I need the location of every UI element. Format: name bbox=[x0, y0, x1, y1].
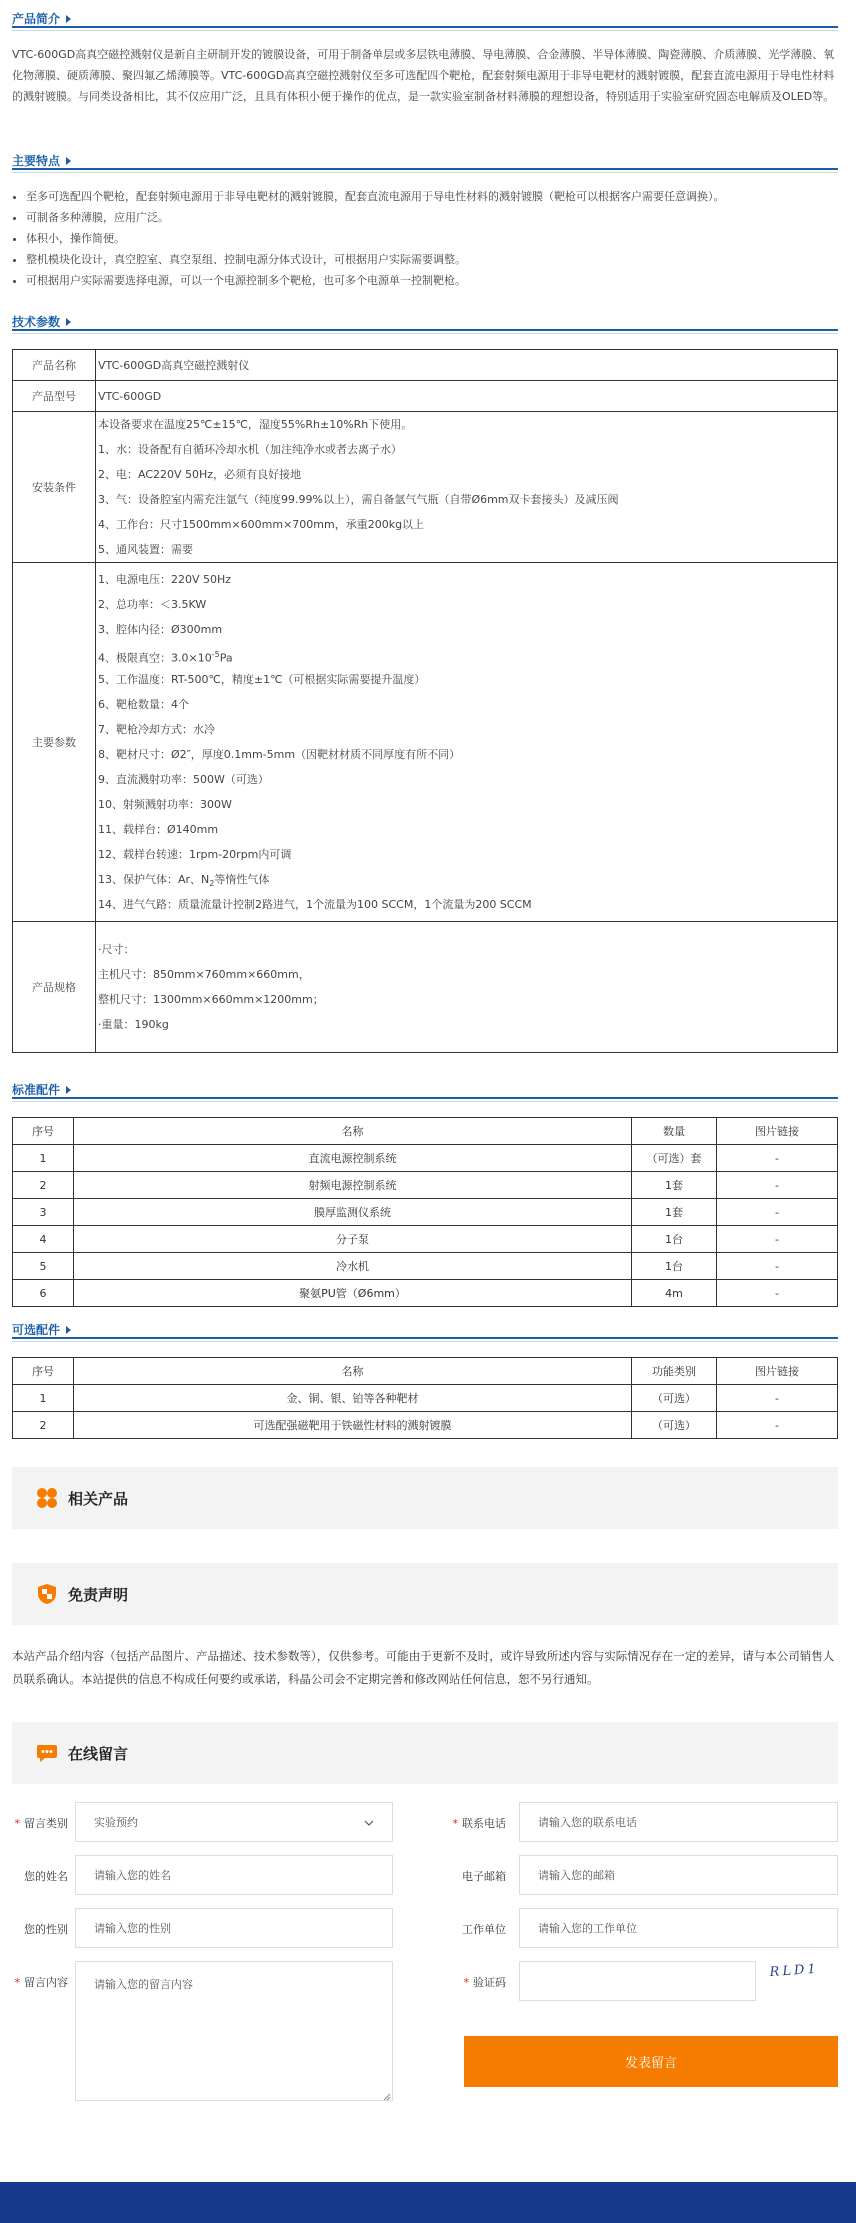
spec-line: ·重量：190kg bbox=[98, 1018, 169, 1031]
chevron-down-icon bbox=[364, 1816, 374, 1829]
spec-line: 本设备要求在温度25℃±15℃，湿度55%Rh±10%Rh下使用。 bbox=[98, 418, 413, 431]
spec-label: 产品规格 bbox=[13, 922, 96, 1053]
spec-line: 4、工作台：尺寸1500mm×600mm×700mm，承重200kg以上 bbox=[98, 518, 425, 531]
column-header: 名称 bbox=[74, 1118, 632, 1145]
column-header: 序号 bbox=[13, 1358, 74, 1385]
phone-input[interactable]: 请输入您的联系电话 bbox=[519, 1802, 838, 1842]
triangle-icon bbox=[66, 157, 71, 165]
cell: 直流电源控制系统 bbox=[74, 1145, 632, 1172]
table-row bbox=[13, 1199, 838, 1226]
cell: 分子泵 bbox=[74, 1226, 632, 1253]
spec-line: 5、通风装置：需要 bbox=[98, 543, 193, 556]
spec-line: 2、电：AC220V 50Hz，必须有良好接地 bbox=[98, 468, 302, 481]
divider bbox=[12, 168, 838, 170]
company-input[interactable]: 请输入您的工作单位 bbox=[519, 1908, 838, 1948]
required-mark: * bbox=[452, 1817, 458, 1830]
spec-line: 主机尺寸：850mm×760mm×660mm， bbox=[98, 968, 310, 981]
spec-line: 5、工作温度：RT-500℃，精度±1℃（可根据实际需要提升温度） bbox=[98, 673, 426, 686]
column-header: 功能类别 bbox=[632, 1358, 717, 1385]
cell: 3 bbox=[13, 1199, 74, 1226]
chat-bubble-icon bbox=[36, 1742, 58, 1764]
optional-title-text: 可选配件 bbox=[12, 1323, 61, 1337]
related-products-bar bbox=[12, 1467, 838, 1529]
column-header: 图片链接 bbox=[717, 1118, 838, 1145]
spec-line: 12、载样台转速：1rpm-20rpm内可调 bbox=[98, 848, 292, 861]
spec-line: ·尺寸： bbox=[98, 943, 135, 956]
grid-flower-icon bbox=[36, 1487, 58, 1509]
spec-line: 8、靶材尺寸：Ø2″，厚度0.1mm-5mm（因靶材材质不同厚度有所不同） bbox=[98, 748, 461, 761]
feature-item: • 整机模块化设计，真空腔室、真空泵组、控制电源分体式设计，可根据用户实际需要调整。 bbox=[26, 249, 838, 270]
cell: 6 bbox=[13, 1280, 74, 1307]
column-header: 序号 bbox=[13, 1118, 74, 1145]
divider bbox=[12, 1097, 838, 1099]
cell: 1套 bbox=[632, 1172, 717, 1199]
required-mark: * bbox=[14, 1817, 20, 1830]
cell: 1台 bbox=[632, 1226, 717, 1253]
optional-section-title bbox=[12, 1321, 838, 1338]
cell: （可选） bbox=[632, 1385, 717, 1412]
table-row bbox=[13, 563, 838, 922]
cell-link[interactable]: - bbox=[717, 1172, 838, 1199]
cell-link[interactable]: - bbox=[717, 1385, 838, 1412]
spec-value bbox=[96, 563, 838, 922]
column-header: 图片链接 bbox=[717, 1358, 838, 1385]
content-label bbox=[10, 1974, 68, 1990]
email-input[interactable]: 请输入您的邮箱 bbox=[519, 1855, 838, 1895]
optional-table bbox=[12, 1357, 838, 1439]
spec-line bbox=[98, 642, 835, 667]
vacuum-exponent: -5 bbox=[211, 650, 220, 659]
captcha-input[interactable] bbox=[519, 1961, 756, 2001]
cell-link[interactable]: - bbox=[717, 1280, 838, 1307]
feature-item: • 至多可选配四个靶枪，配套射频电源用于非导电靶材的溅射镀膜，配套直流电源用于导电性材料的溅射镀膜（靶枪可以根据客户需要任意调换）。 bbox=[26, 186, 838, 207]
shield-icon bbox=[36, 1583, 58, 1605]
triangle-icon bbox=[66, 1086, 71, 1094]
captcha-label bbox=[448, 1974, 506, 1990]
spec-value: VTC-600GD bbox=[96, 381, 838, 412]
standard-section-title bbox=[12, 1081, 838, 1098]
table-header-row bbox=[13, 1118, 838, 1145]
phone-label bbox=[448, 1815, 506, 1831]
required-mark: * bbox=[463, 1976, 469, 1989]
features-section-title bbox=[12, 152, 838, 169]
feature-item: • 可制备多种薄膜，应用广泛。 bbox=[26, 207, 838, 228]
cell: 射频电源控制系统 bbox=[74, 1172, 632, 1199]
spec-label: 安装条件 bbox=[13, 412, 96, 563]
company-label: 工作单位 bbox=[462, 1923, 506, 1936]
cell: 1 bbox=[13, 1145, 74, 1172]
cell: 4 bbox=[13, 1226, 74, 1253]
cell: （可选） bbox=[632, 1412, 717, 1439]
gas-subscript: 2 bbox=[209, 879, 215, 889]
feature-item: • 可根据用户实际需要选择电源，可以一个电源控制多个靶枪，也可多个电源单一控制靶枪。 bbox=[26, 270, 838, 291]
spec-value bbox=[96, 922, 838, 1053]
table-row bbox=[13, 1385, 838, 1412]
specs-section-title bbox=[12, 313, 838, 330]
table-row bbox=[13, 1172, 838, 1199]
category-label-text: 留言类别 bbox=[24, 1817, 68, 1830]
specs-table bbox=[12, 349, 838, 1053]
table-row bbox=[13, 381, 838, 412]
intro-title-text: 产品简介 bbox=[12, 12, 61, 26]
feature-item: • 体积小，操作简便。 bbox=[26, 228, 838, 249]
spec-label: 产品名称 bbox=[13, 350, 96, 381]
name-label: 您的姓名 bbox=[24, 1870, 68, 1883]
standard-title-text: 标准配件 bbox=[12, 1083, 61, 1097]
spec-line: 3、气：设备腔室内需充注氩气（纯度99.99%以上），需自备氩气气瓶（自带Ø6mm双卡套接头）及减压阀 bbox=[98, 493, 619, 506]
table-row bbox=[13, 1280, 838, 1307]
spec-line: 3、腔体内径：Ø300mm bbox=[98, 623, 223, 636]
cell: 5 bbox=[13, 1253, 74, 1280]
standard-table bbox=[12, 1117, 838, 1307]
spec-line: 6、靶枪数量：4个 bbox=[98, 698, 189, 711]
category-label bbox=[10, 1815, 68, 1831]
cell-link[interactable]: - bbox=[717, 1253, 838, 1280]
vacuum-unit: Pa bbox=[219, 651, 233, 665]
triangle-icon bbox=[66, 15, 71, 23]
features-list bbox=[12, 186, 838, 291]
intro-section-title bbox=[12, 10, 838, 27]
table-row bbox=[13, 922, 838, 1053]
spec-line: 11、载样台：Ø140mm bbox=[98, 823, 219, 836]
gender-label: 您的性别 bbox=[24, 1923, 68, 1936]
required-mark: * bbox=[14, 1976, 20, 1989]
name-input[interactable]: 请输入您的姓名 bbox=[75, 1855, 393, 1895]
cell: 金、铜、银、铂等各种靶材 bbox=[74, 1385, 632, 1412]
cell: （可选）套 bbox=[632, 1145, 717, 1172]
table-row bbox=[13, 1226, 838, 1253]
vacuum-text: 4、极限真空：3.0×10 bbox=[98, 651, 212, 665]
content-textarea[interactable]: 请输入您的留言内容 bbox=[75, 1961, 393, 2101]
footer-bar bbox=[0, 2182, 856, 2223]
disclaimer-title: 免责声明 bbox=[68, 1585, 129, 1604]
cell-link[interactable]: - bbox=[717, 1412, 838, 1439]
captcha-label-text: 验证码 bbox=[473, 1976, 506, 1989]
divider bbox=[12, 329, 838, 331]
disclaimer-bar bbox=[12, 1563, 838, 1625]
table-row bbox=[13, 1253, 838, 1280]
table-header-row bbox=[13, 1358, 838, 1385]
email-label: 电子邮箱 bbox=[462, 1870, 506, 1883]
category-select[interactable] bbox=[75, 1802, 393, 1842]
gas-text-rest: 等惰性气体 bbox=[214, 873, 270, 886]
column-header: 名称 bbox=[74, 1358, 632, 1385]
table-row bbox=[13, 1412, 838, 1439]
triangle-icon bbox=[66, 318, 71, 326]
cell: 可选配强磁靶用于铁磁性材料的溅射镀膜 bbox=[74, 1412, 632, 1439]
cell: 膜厚监测仪系统 bbox=[74, 1199, 632, 1226]
spec-line: 9、直流溅射功率：500W（可选） bbox=[98, 773, 269, 786]
features-title-text: 主要特点 bbox=[12, 154, 61, 168]
spec-value: VTC-600GD高真空磁控溅射仪 bbox=[96, 350, 838, 381]
spec-line: 7、靶枪冷却方式：水冷 bbox=[98, 723, 215, 736]
message-title: 在线留言 bbox=[68, 1744, 129, 1763]
gas-text: 13、保护气体：Ar、N bbox=[98, 873, 210, 886]
spec-label: 主要参数 bbox=[13, 563, 96, 922]
cell: 2 bbox=[13, 1412, 74, 1439]
table-row bbox=[13, 1145, 838, 1172]
spec-label: 产品型号 bbox=[13, 381, 96, 412]
cell: 1 bbox=[13, 1385, 74, 1412]
cell-link[interactable]: - bbox=[717, 1226, 838, 1253]
cell-link[interactable]: - bbox=[717, 1145, 838, 1172]
spec-line: 整机尺寸：1300mm×660mm×1200mm； bbox=[98, 993, 324, 1006]
cell: 2 bbox=[13, 1172, 74, 1199]
resize-handle-icon[interactable] bbox=[383, 2091, 391, 2099]
captcha-image[interactable]: RLD1 bbox=[769, 1961, 820, 1981]
cell-link[interactable]: - bbox=[717, 1199, 838, 1226]
intro-paragraph: VTC-600GD高真空磁控溅射仪是新自主研制开发的镀膜设备，可用于制备单层或多层铁电薄膜、导电薄膜、合金薄膜、半导体薄膜、陶瓷薄膜、介质薄膜、光学薄膜、氧化物薄膜、硬质薄膜、聚四氟乙烯薄膜等。VTC-600GD高真空磁控溅射仪至多可选配四个靶枪，配套射频电源用于非导电靶材的溅射镀膜，配套直流电源用于导电性材料的溅射镀膜。与同类设备相比，其不仅应用广泛，且具有体积小便于操作的优点，是一款实验室制备材料薄膜的理想设备，特别适用于实验室研究固态电解质及OLED等。 bbox=[12, 48, 835, 103]
phone-label-text: 联系电话 bbox=[462, 1817, 506, 1830]
gender-input[interactable]: 请输入您的性别 bbox=[75, 1908, 393, 1948]
cell: 4m bbox=[632, 1280, 717, 1307]
submit-message-button[interactable]: 发表留言 bbox=[464, 2036, 838, 2087]
divider bbox=[12, 26, 838, 28]
specs-title-text: 技术参数 bbox=[12, 315, 61, 329]
cell: 1套 bbox=[632, 1199, 717, 1226]
table-row bbox=[13, 350, 838, 381]
spec-line: 2、总功率：＜3.5KW bbox=[98, 598, 207, 611]
related-products-title: 相关产品 bbox=[68, 1489, 129, 1508]
spec-line: 1、水：设备配有自循环冷却水机（加注纯净水或者去离子水） bbox=[98, 443, 402, 456]
divider bbox=[12, 1337, 838, 1339]
cell: 聚氨PU管（Ø6mm） bbox=[74, 1280, 632, 1307]
content-label-text: 留言内容 bbox=[24, 1976, 68, 1989]
spec-line bbox=[98, 867, 835, 892]
spec-line: 14、进气气路：质量流量计控制2路进气，1个流量为100 SCCM，1个流量为200 SCCM bbox=[98, 898, 532, 911]
spec-line: 10、射频溅射功率：300W bbox=[98, 798, 232, 811]
category-value: 实验预约 bbox=[94, 1816, 138, 1829]
triangle-icon bbox=[66, 1326, 71, 1334]
disclaimer-text: 本站产品介绍内容（包括产品图片、产品描述、技术参数等），仅供参考。可能由于更新不及时，或许导致所述内容与实际情况存在一定的差异，请与本公司销售人员联系确认。本站提供的信息不构成任何要约或承诺，科晶公司会不定期完善和修改网站任何信息，恕不另行通知。 bbox=[12, 1649, 835, 1686]
table-row bbox=[13, 412, 838, 563]
cell: 1台 bbox=[632, 1253, 717, 1280]
spec-value bbox=[96, 412, 838, 563]
message-bar bbox=[12, 1722, 838, 1784]
cell: 冷水机 bbox=[74, 1253, 632, 1280]
spec-line: 1、电源电压：220V 50Hz bbox=[98, 573, 232, 586]
column-header: 数量 bbox=[632, 1118, 717, 1145]
